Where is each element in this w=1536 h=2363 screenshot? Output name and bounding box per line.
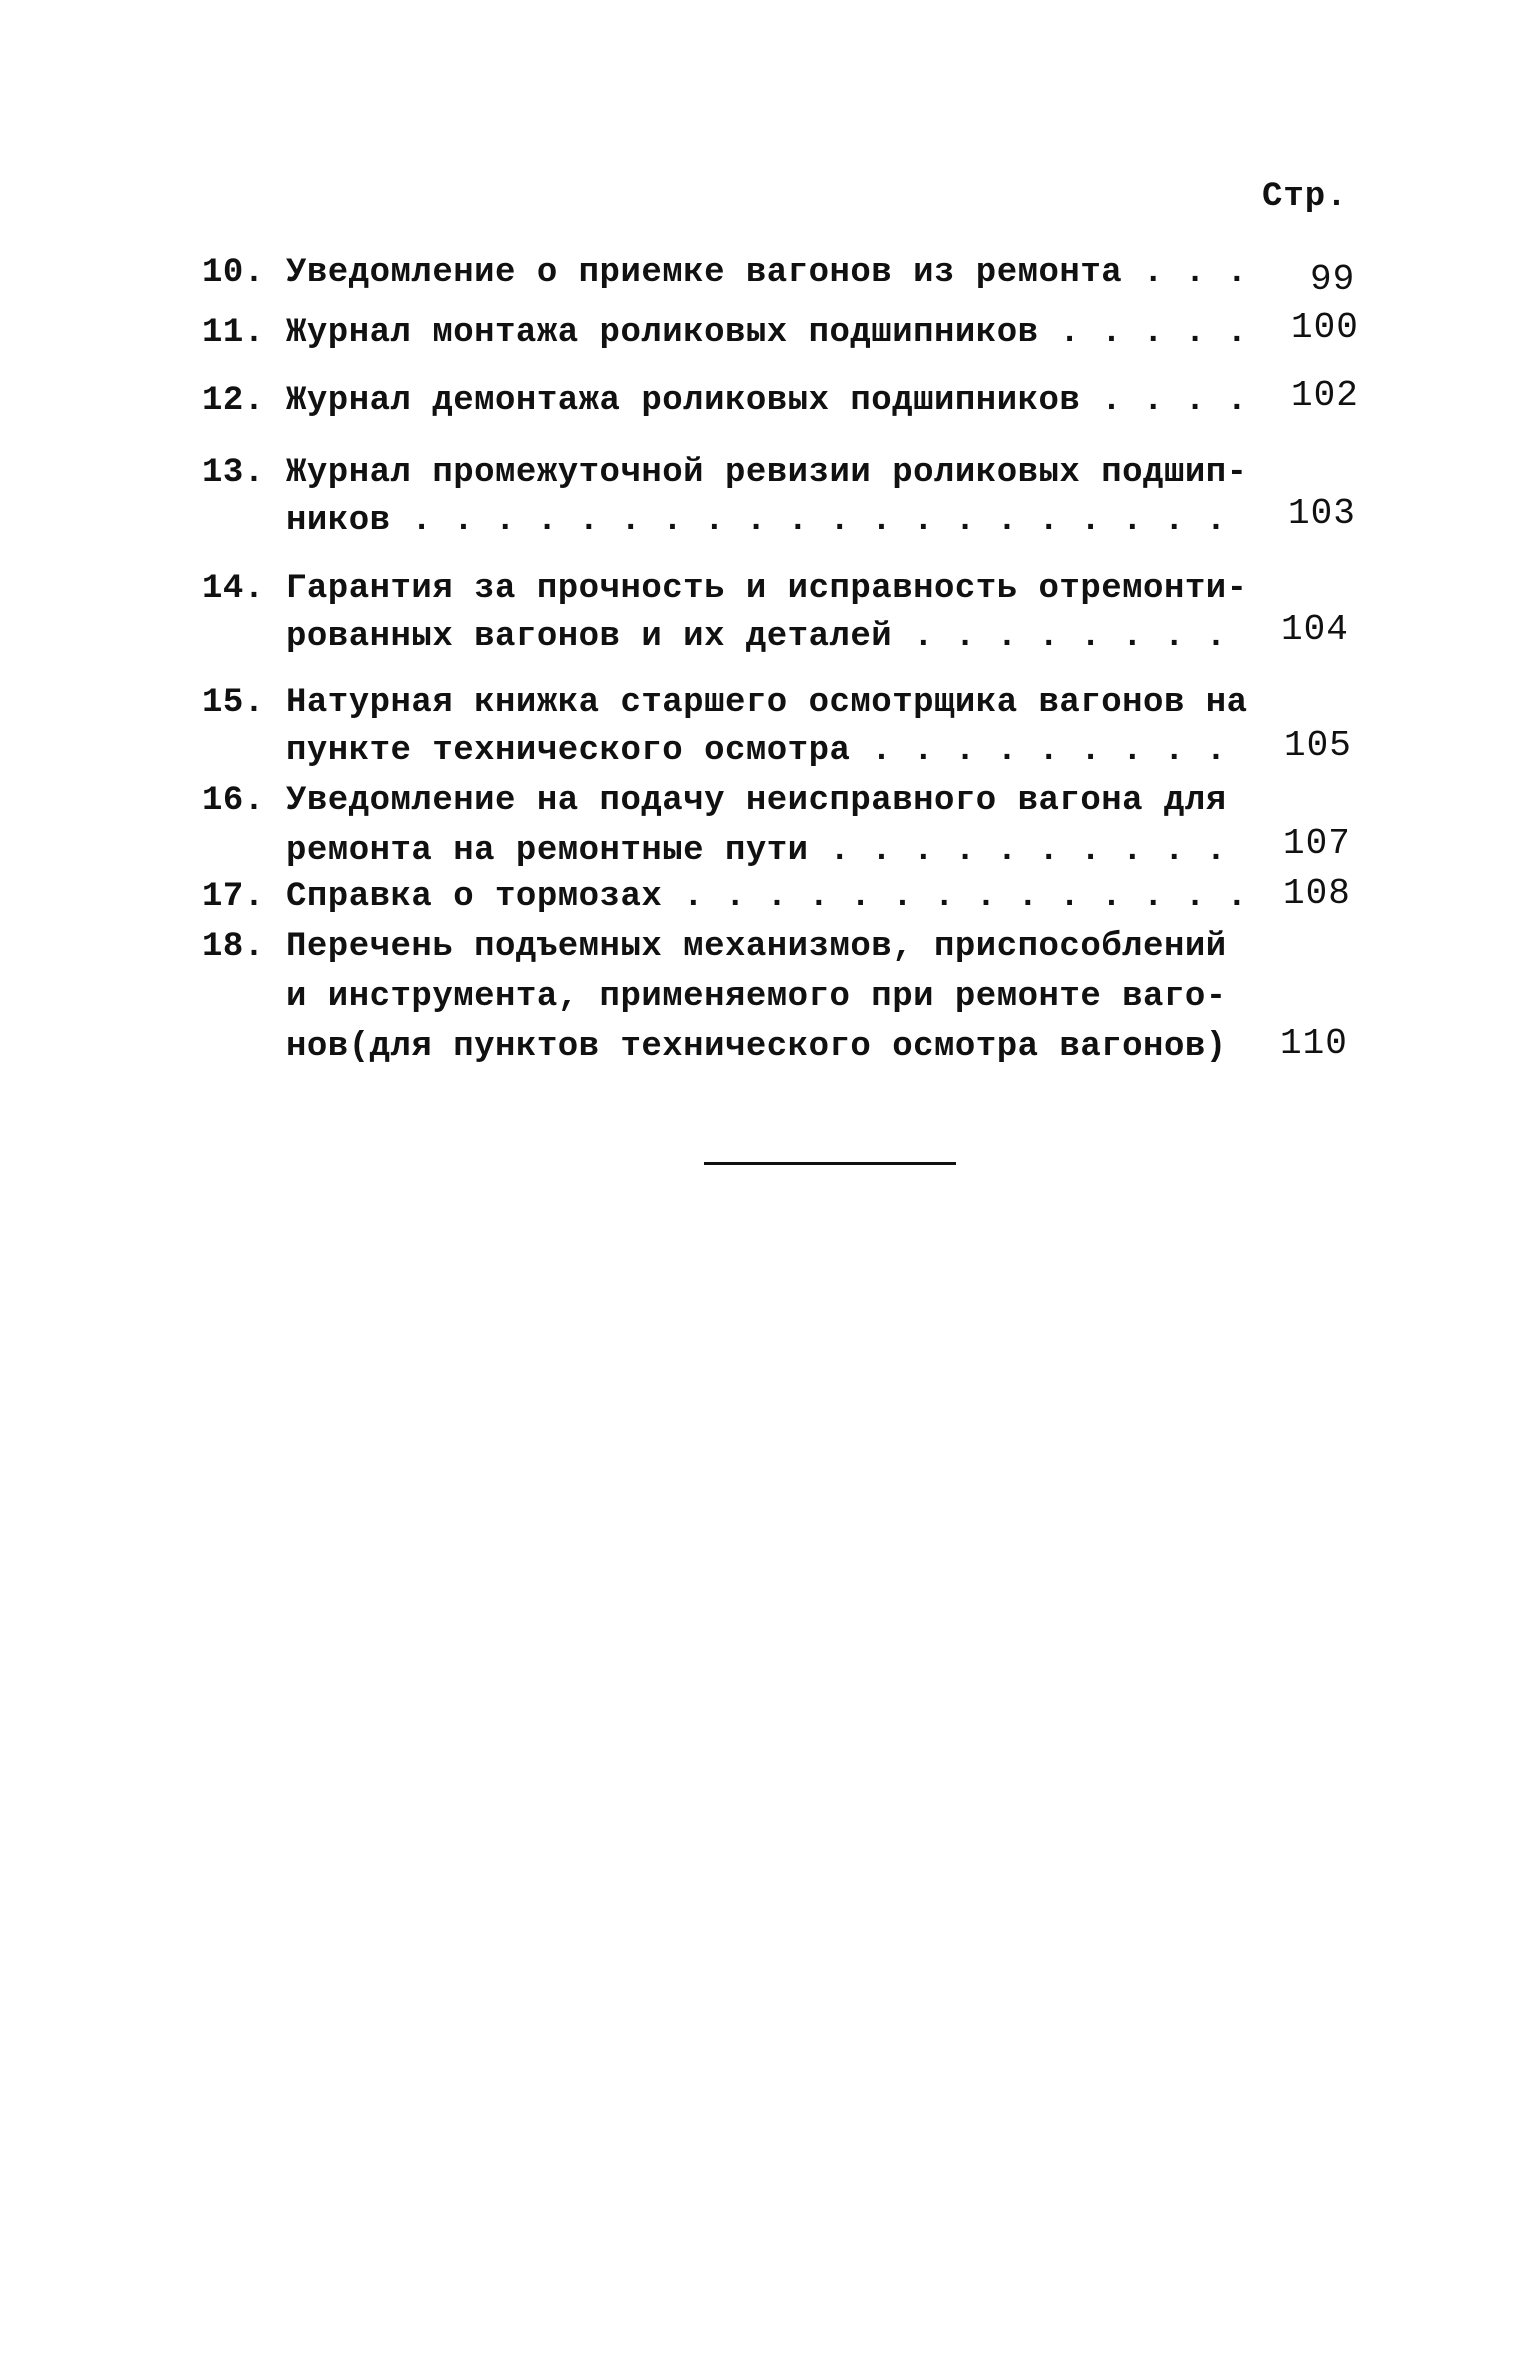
entry-page-number: 107 [1283,823,1351,864]
entry-title-line: ремонта на ремонтные пути . . . . . . . . . . [286,832,1227,870]
entry-page-number: 110 [1280,1023,1348,1064]
entry-page-number: 108 [1283,873,1351,914]
entry-title-line: Журнал монтажа роликовых подшипников . . . . . [286,314,1248,352]
entry-title-line: пункте технического осмотра . . . . . . . . . [286,732,1227,770]
entry-title-line: Перечень подъемных механизмов, приспособлений [286,928,1227,966]
page-column-header: Стр. [1262,178,1348,216]
entry-title-line: ников . . . . . . . . . . . . . . . . . . . . [286,502,1227,540]
entry-number: 12. [202,382,265,420]
entry-title-line: Уведомление о приемке вагонов из ремонта . . . [286,254,1248,292]
entry-number: 13. [202,454,265,492]
entry-number: 16. [202,782,265,820]
entry-title-line: нов(для пунктов технического осмотра вагонов) [286,1028,1227,1066]
entry-page-number: 103 [1288,493,1356,534]
entry-number: 15. [202,684,265,722]
entry-page-number: 105 [1284,725,1352,766]
entry-title-line: Гарантия за прочность и исправность отремонти- [286,570,1248,608]
entry-page-number: 102 [1291,375,1359,416]
entry-title-line: Журнал демонтажа роликовых подшипников . . . . [286,382,1248,420]
entry-number: 17. [202,878,265,916]
entry-title-line: Уведомление на подачу неисправного вагона для [286,782,1227,820]
section-end-rule [704,1162,956,1165]
entry-title-line: Справка о тормозах . . . . . . . . . . . . . . [286,878,1248,916]
entry-number: 18. [202,928,265,966]
entry-title-line: рованных вагонов и их деталей . . . . . . . . [286,618,1227,656]
entry-title-line: и инструмента, применяемого при ремонте ваго- [286,978,1227,1016]
entry-page-number: 99 [1310,259,1356,300]
entry-page-number: 104 [1281,609,1349,650]
entry-title-line: Журнал промежуточной ревизии роликовых подшип- [286,454,1248,492]
entry-number: 14. [202,570,265,608]
entry-page-number: 100 [1291,307,1359,348]
entry-number: 11. [202,314,265,352]
entry-title-line: Натурная книжка старшего осмотрщика вагонов на [286,684,1248,722]
entry-number: 10. [202,254,265,292]
